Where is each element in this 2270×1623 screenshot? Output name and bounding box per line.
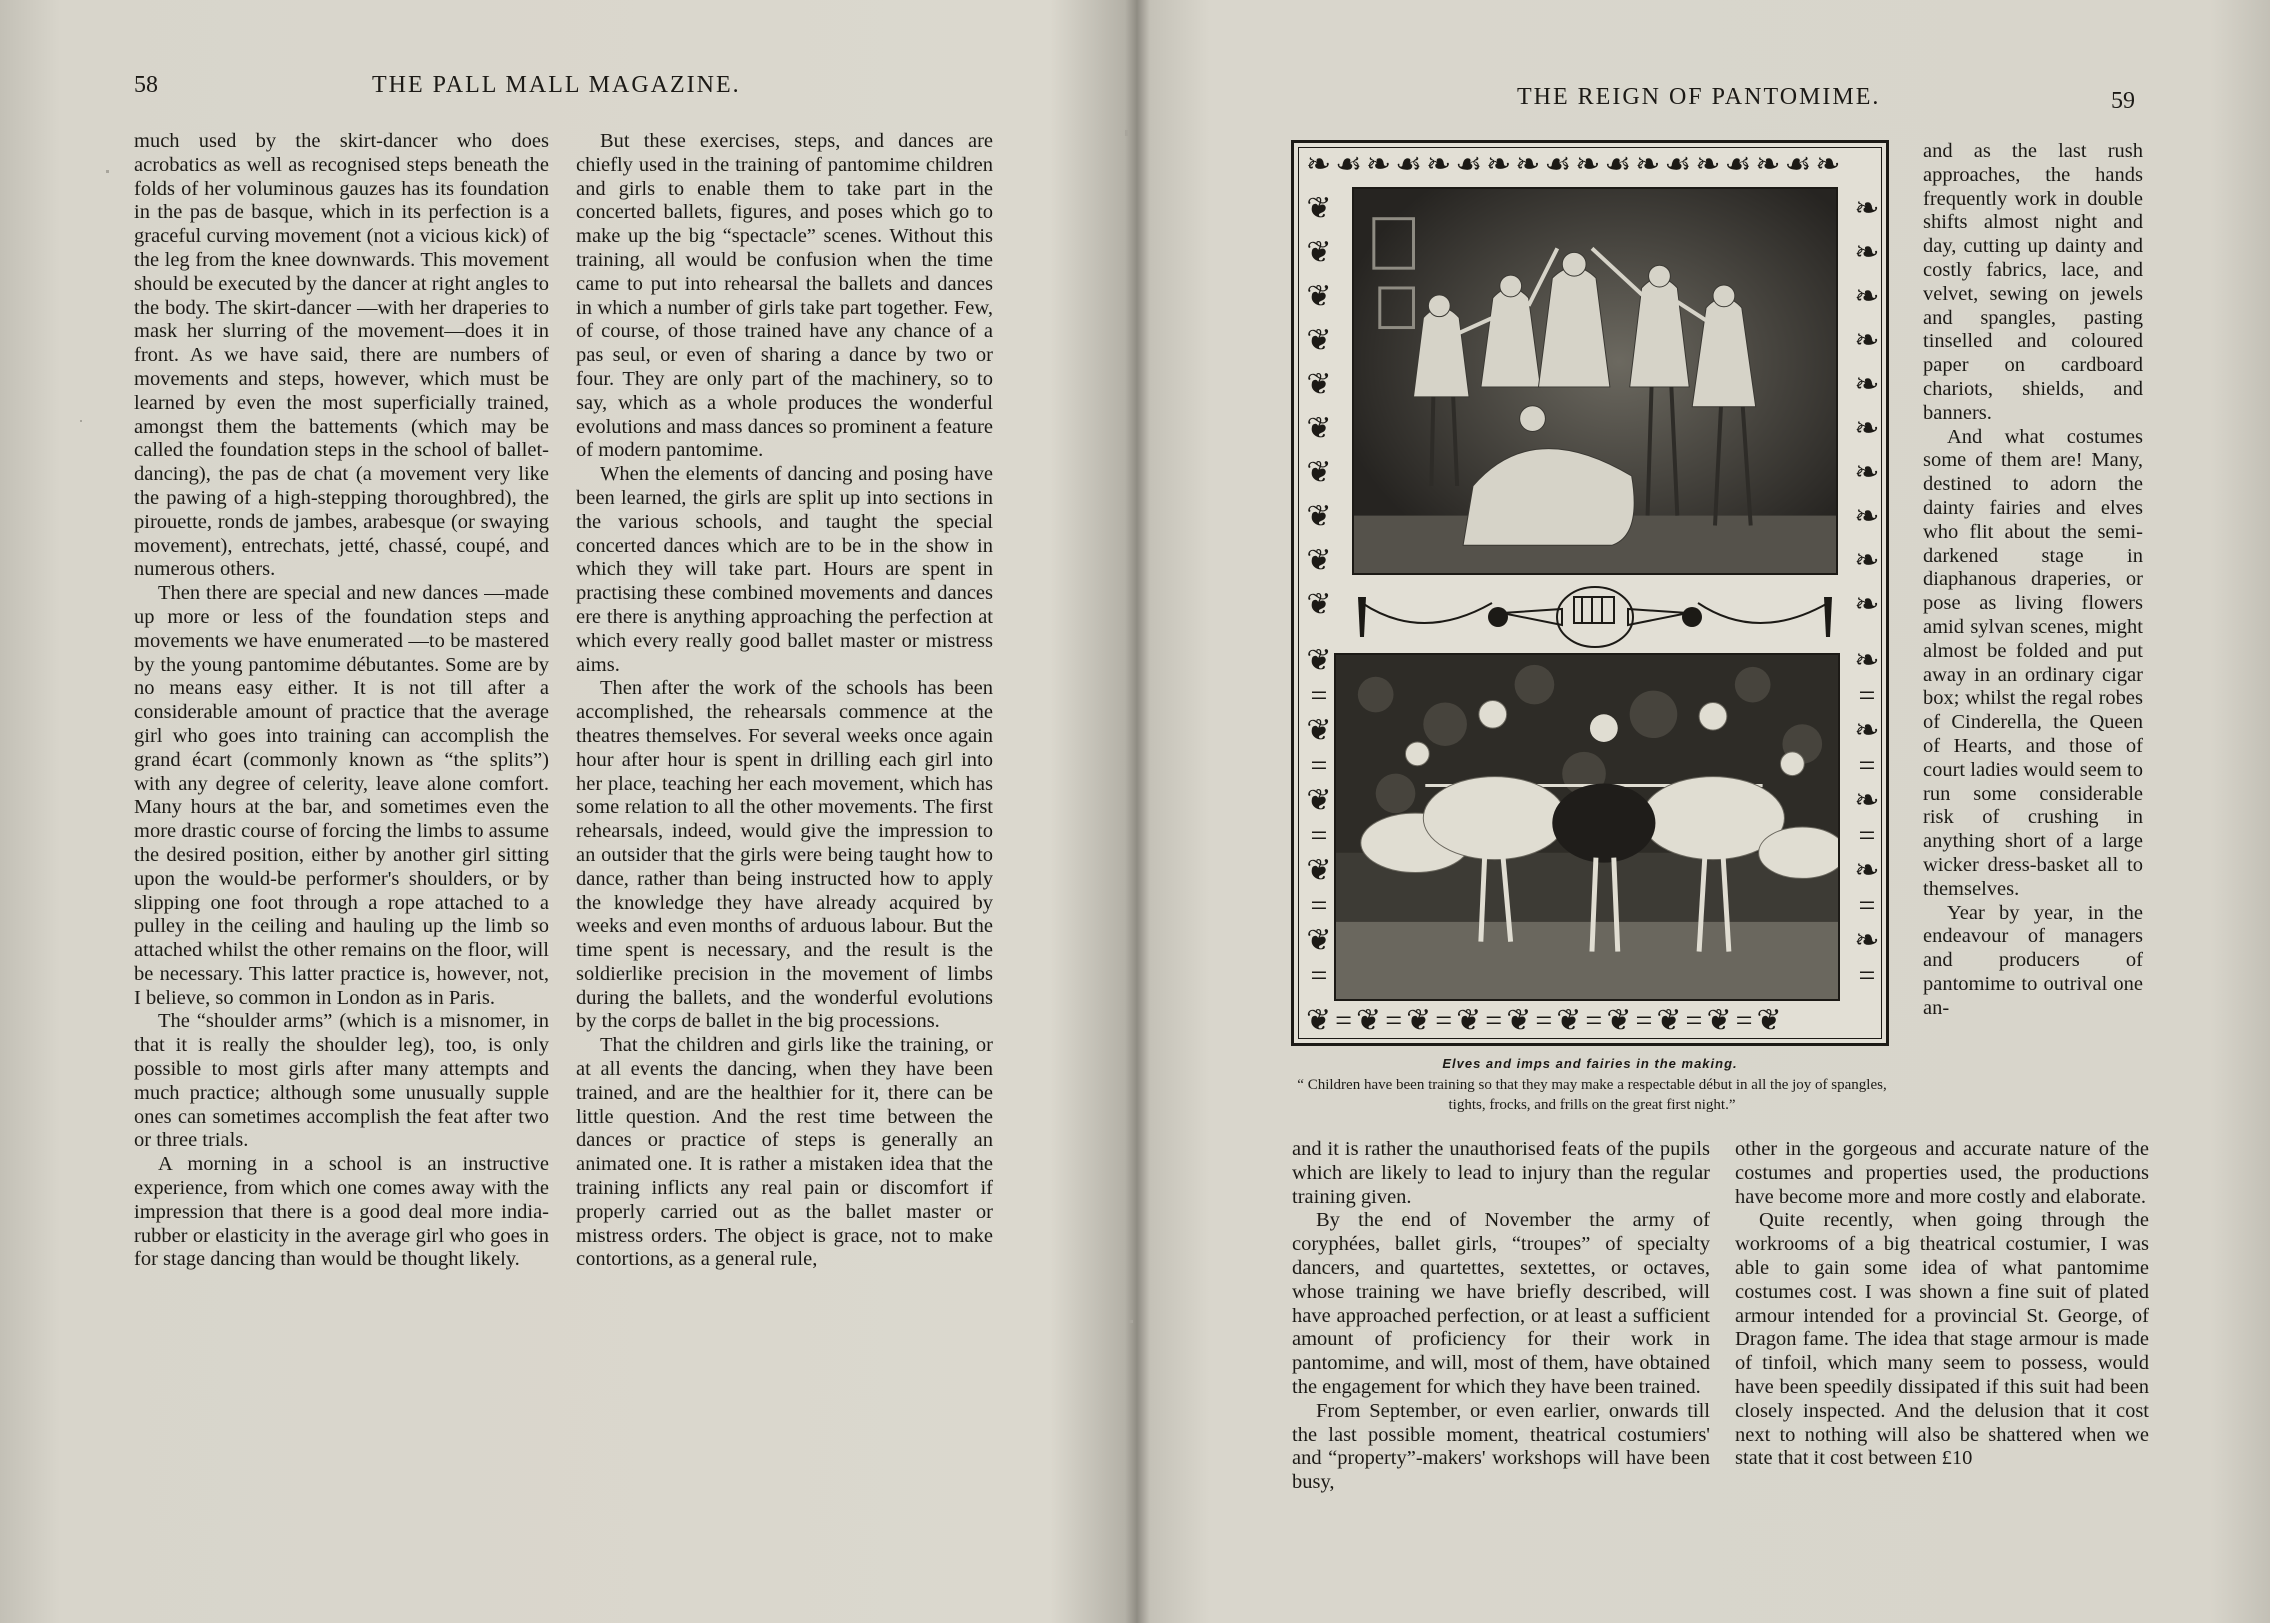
figure-caption-quote: “ Children have been training so that they may make a respectable début in all the joy of spangles, tights, frocks, and frills on the great first night.” [1297, 1077, 1887, 1113]
ribbon-ornament-bottom: ❦=❦=❦=❦=❦=❦=❦=❦=❦=❦ [1306, 1005, 1786, 1037]
paper-speck [80, 420, 82, 422]
paragraph: Quite recently, when going through the workrooms of a big theatrical costumier, I was able to gain some idea of what pantomime costumes cost. I was shown a fine suit of plated armour intended for a provincial St. George, of Dragon fame. The idea that stage armour is made of tinfoil, which many seem to possess, would have been speedily dissipated if this suit had been closely inspected. And the delusion that it cost next to nothing will also be shattered when we state that it cost between £10 [1735, 1209, 2149, 1470]
running-head: THE REIGN OF PANTOMIME. [1517, 84, 1881, 110]
text-column-4 [1735, 1138, 2149, 1471]
ribbon-ornament-top: ❧☙❧☙❧☙❧❧☙❧☙❧☙❧☙❧☙❧ [1306, 149, 1845, 181]
paragraph: and it is rather the unauthorised feats of the pupils which are likely to lead to injury than the regular training given. [1292, 1138, 1710, 1208]
text-column-1 [134, 130, 549, 1272]
paragraph: From September, or even earlier, onwards till the last possible moment, theatrical costumiers' and “property”-makers' workshops will have been busy, [1292, 1399, 1710, 1494]
text-column-3 [1292, 1138, 1710, 1495]
paper-speck [1129, 1320, 1133, 1323]
paper-speck [106, 170, 109, 173]
paragraph: That the children and girls like the training, or at all events the dancing, when they have been trained, and are the healthier for it, there can be little question. And the rest time between the dances or practice of steps is generally an animated one. It is rather a mistaken idea that the training inflicts any real pain or discomfort if properly carried out as the ballet master or mistress orders. The object is grace, not to make contortions, as a general rule, [576, 1034, 993, 1271]
paragraph: And what costumes some of them are! Many, destined to adorn the dainty fairies and elves who flit about the semi-darkened stage in diaphanous draperies, or pose as living flowers amid sylvan scenes, might almost be folded and put away in an ordinary cigar box; whilst the regal robes of Cinderella, the Queen of Hearts, and those of court ladies would seem to run some considerable risk of crushing in anything short of a large wicker dress-basket all to themselves. [1923, 425, 2143, 900]
paper-speck [1125, 130, 1128, 136]
ribbon-ornament-right: ❧ ❧ ❧ ❧ ❧ ❧ ❧ ❧ ❧ ❧ [1854, 192, 1880, 621]
paragraph: A morning in a school is an instructive experience, from which one comes away with the impression that there is a good deal more india-rubber or elasticity in the average girl who goes in for stage dancing than would be thought likely. [134, 1153, 549, 1271]
paragraph: But these exercises, steps, and dances are chiefly used in the training of pantomime children and girls to enable them to take part in the concerted ballets, figures, and poses which go to make up the big “spectacle” scenes. Without this training, all would be confusion when the time came to put into rehearsal the ballets and dances in which a number of girls take part together. Few, of course, of those trained have any chance of a pas seul, or even of sharing a dance by two or four. They are only part of the machinery, so to say, which as a whole produces the wonderful evolutions and mass dances so prominent a feature of modern pantomime. [576, 130, 993, 462]
paragraph: other in the gorgeous and accurate nature of the costumes and properties used, the productions have become more and more costly and elaborate. [1735, 1138, 2149, 1208]
illustration-frame [1291, 140, 1889, 1046]
ribbon-ornament-right-lower: ❧ = ❧ = ❧ = ❧ = ❧ = [1854, 644, 1880, 992]
page-number: 59 [2111, 88, 2135, 114]
photo-girls-dancing-in-circle [1352, 187, 1838, 575]
photo-children-in-tutus [1334, 653, 1840, 1001]
running-head: THE PALL MALL MAGAZINE. [372, 72, 741, 98]
paragraph: much used by the skirt-dancer who does acrobatics as well as recognised steps beneath the folds of her voluminous gauzes has its foundation in the pas de basque, which in its perfection is a graceful curving movement (not a vicious kick) of the leg from the knee downwards. This movement should be executed by the dancer at right angles to the body. The skirt-dancer —with her draperies to mask her slurring of the movement—does it in front. As we have said, there are numbers of movements and steps, however, which must be learned by even the most superficially trained, amongst them the battements (which may be called the foundation steps in the school of ballet-dancing), the pas de chat (a movement very like the pawing of a high-stepping thoroughbred), the pirouette, ronds de jambes, arabesque (or swaying movement), entrechats, jetté, chassé, coupé, and numerous others. [134, 130, 549, 581]
trophy-ornament [1352, 583, 1838, 651]
text-column-2 [576, 130, 993, 1272]
paragraph: When the elements of dancing and posing have been learned, the girls are split up into sections in the various schools, and taught the special concerted dances which are to be in the show in which they will take part. Hours are spent in practising these combined movements and dances ere there is anything approaching the perfection at which every really good ballet master or mistress aims. [576, 463, 993, 676]
paragraph: By the end of November the army of coryphées, ballet girls, “troupes” of specialty dancers, and quartettes, sextettes, or octaves, whose training we have briefly described, will have approached perfection, or at least a sufficient amount of proficiency for their work in pantomime, and will, most of them, have obtained the engagement for which they have been trained. [1292, 1209, 1710, 1398]
side-text-column [1923, 140, 2143, 1020]
paragraph: Year by year, in the endeavour of managers and producers of pantomime to outrival one an- [1923, 901, 2143, 1019]
paragraph: Then there are special and new dances —made up more or less of the foundation steps and movements we have enumerated —to be mastered by the young pantomime débutantes. Some are by no means easy either. It is not till after a considerable amount of practice that the average girl who goes into training can accomplish the grand écart (commonly known as “the splits”) with any degree of celerity, leave alone comfort. Many hours at the bar, and sometimes even the more drastic course of forcing the limbs to assume the desired position, either by another girl sitting upon the would-be performer's shoulders, or by slipping one foot through a rope attached to a pulley in the ceiling and hauling up the limb so attached whilst the other remains on the floor, will be necessary. This latter practice is, however, not, I believe, so common in London as in Paris. [134, 582, 549, 1009]
ribbon-ornament-left-lower: ❦ = ❦ = ❦ = ❦ = ❦ = [1306, 644, 1332, 992]
paragraph: Then after the work of the schools has been accomplished, the rehearsals commence at the theatres themselves. For several weeks once again hour after hour is spent in drilling each girl into her place, teaching her each movement, which has some relation to all the other movements. The first rehearsals, indeed, would give the impression to an outsider that the girls were being taught how to dance, rather than being instructed how to apply the knowledge they have already acquired by weeks and even months of arduous labour. But the time spent is necessary, and the result is the soldierlike precision in the movement of limbs during the ballets, and the wonderful evolutions by the corps de ballet in the big processions. [576, 677, 993, 1033]
paragraph: and as the last rush approaches, the hands frequently work in double shifts almost night and day, cutting up dainty and costly fabrics, lace, and velvet, sewing on jewels and spangles, pasting tinselled and coloured paper on cardboard chariots, shields, and banners. [1923, 140, 2143, 424]
page-number: 58 [134, 72, 158, 98]
right-page [1137, 0, 2270, 1623]
ribbon-ornament-left: ❦ ❦ ❦ ❦ ❦ ❦ ❦ ❦ ❦ ❦ [1306, 192, 1332, 621]
figure-caption-title: Elves and imps and fairies in the making. [1442, 1056, 1738, 1071]
paragraph: The “shoulder arms” (which is a misnomer, in that it is really the shoulder leg), too, is only possible to most girls after many attempts and much practice; although some unusually supple ones can sometimes accomplish the feat after two or three trials. [134, 1010, 549, 1152]
